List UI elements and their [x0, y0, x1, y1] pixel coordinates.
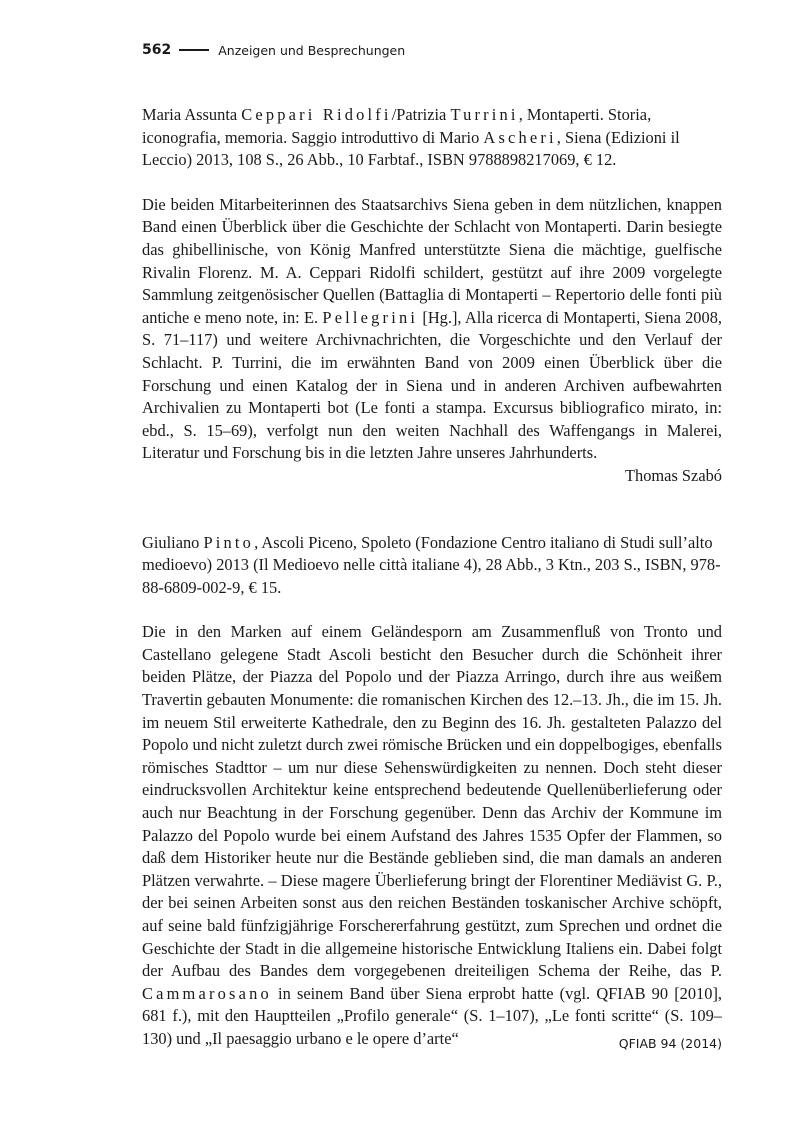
review2-text-a: Die in den Marken auf einem Geländesporn am Zusammenfluß von Tronto und Castellano gelegene Stadt Ascoli besticht den Besucher durch die Schönheit ihrer beiden Plätze, der Piazza del Popolo und der Piazza Arringo, durch ihre aus weißem Travertin gebauten Monumente: die romanischen Kirchen des 12.–13. Jh., die im 15. Jh. im neuem Stil erweiterte Kathedrale, den zu Beginn des 16. Jh. gestalteten Palazzo del Popolo und nicht zuletzt durch zwei römische Brücken und ein doppelbogiges, ebenfalls römisches Stadttor – um nur diese Sehenswürdigkeiten zu nennen. Doch steht dieser eindrucksvollen Architektur keine entsprechend bedeutende Quellenüberlieferung oder auch nur Beachtung in der Forschung gegenüber. Denn das Archiv der Kommune im Palazzo del Popolo wurde bei einem Aufstand des Jahres 1535 Opfer der Flammen, so daß dem Historiker heute nur die Bestände geblieben sind, die man damals an anderen Plätzen verwahrte. – Diese magere Überlieferung bringt der Florentiner Mediävist G. P., der bei seinen Arbeiten sonst aus den reichen Beständen toskanischer Archive schöpft, auf seine bald fünfzigjährige Forschererfahrung gestützt, zum Sprechen und ordnet die Geschichte der Stadt in die allgemeine historische Entwicklung Italiens ein. Dabei folgt der Aufbau des Bandes dem vorgegebenen dreiteiligen Schema der Reihe, das P.: [142, 622, 722, 981]
page-number: 562: [142, 42, 172, 58]
review1-author2-first: Patrizia: [396, 105, 447, 124]
review1-citation-a: , Montaperti. Storia, iconografia, memoria. Saggio introduttivo di Mario: [142, 105, 652, 147]
review1-editor: Pellegrini: [322, 307, 419, 327]
review1-text-b: [Hg.], Alla ricerca di Montaperti, Siena 2008, S. 71–117) und weitere Archivnachrichten, die Vorgeschichte und den Verlauf der Schlacht. P. Turrini, die im erwähnten Band von 2009 einen Überblick über die Forschung und einen Katalog der in Siena und in anderen Archiven aufbewahrten Archivalien zu Montaperti bot (Le fonti a stampa. Excursus bibliografico mirato, in: ebd., S. 15–69), verfolgt nun den weiten Nachhall des Waffengangs in Malerei, Literatur und Forschung bis in die letzten Jahre unseres Jahrhunderts.: [142, 307, 722, 463]
review2-text-b: in seinem Band über Siena erprobt hatte (vgl. QFIAB 90 [2010], 681 f.), mit den Hauptteilen „Profilo generale“ (S. 1–107), „Le fonti scritte“ (S. 109–130) und „Il paesaggio urbano e le opere d’arte“: [142, 983, 722, 1048]
page-body: [142, 104, 722, 1051]
review1-author-separator: /: [391, 105, 397, 124]
review2-ref-author: Cammarosano: [142, 983, 272, 1003]
review1-intro-author: Ascheri: [483, 127, 557, 147]
review1-reviewer: Thomas Szabó: [625, 465, 722, 485]
review1-citation-b: , Siena (Edizioni il Leccio) 2013, 108 S., 26 Abb., 10 Farbtaf., ISBN 9788898217069, € 12.: [142, 127, 680, 170]
review1-citation: [142, 104, 722, 172]
journal-footer: QFIAB 94 (2014): [618, 1036, 722, 1051]
review2-text: [142, 621, 722, 1050]
review1-author1-first: Maria Assunta: [142, 105, 238, 124]
review1-author2-last: Turrini: [450, 105, 519, 124]
running-title: Anzeigen und Besprechungen: [218, 42, 406, 58]
review2-citation: [142, 532, 722, 600]
review2-citation-text: , Ascoli Piceno, Spoleto (Fondazione Centro italiano di Studi sull’alto medioevo) 2013 (Il Medioevo nelle città italiane 4), 28 Abb., 3 Ktn., 203 S., ISBN, 978-88-6809-002-9, € 15.: [142, 532, 721, 597]
review2-author-last: Pinto: [203, 532, 255, 552]
running-header: [142, 42, 722, 58]
review1-author1-last: Ceppari Ridolfi: [241, 105, 392, 124]
review1-text-a: Die beiden Mitarbeiterinnen des Staatsarchivs Siena geben in dem nützlichen, knappen Band einen Überblick über die Geschichte der Schlacht von Montaperti. Darin besiegte das ghibellinische, von König Manfred unterstützte Siena die mächtige, guelfische Rivalin Florenz. M. A. Ceppari Ridolfi schildert, gestützt auf ihre 2009 vorgelegte Sammlung zeitgenösischer Quellen (Battaglia di Montaperti – Repertorio delle fonti più antiche e meno note, in: E.: [142, 194, 722, 327]
review1-text: [142, 194, 722, 465]
review2-author-first: Giuliano: [142, 532, 200, 552]
header-rule: [179, 49, 209, 51]
